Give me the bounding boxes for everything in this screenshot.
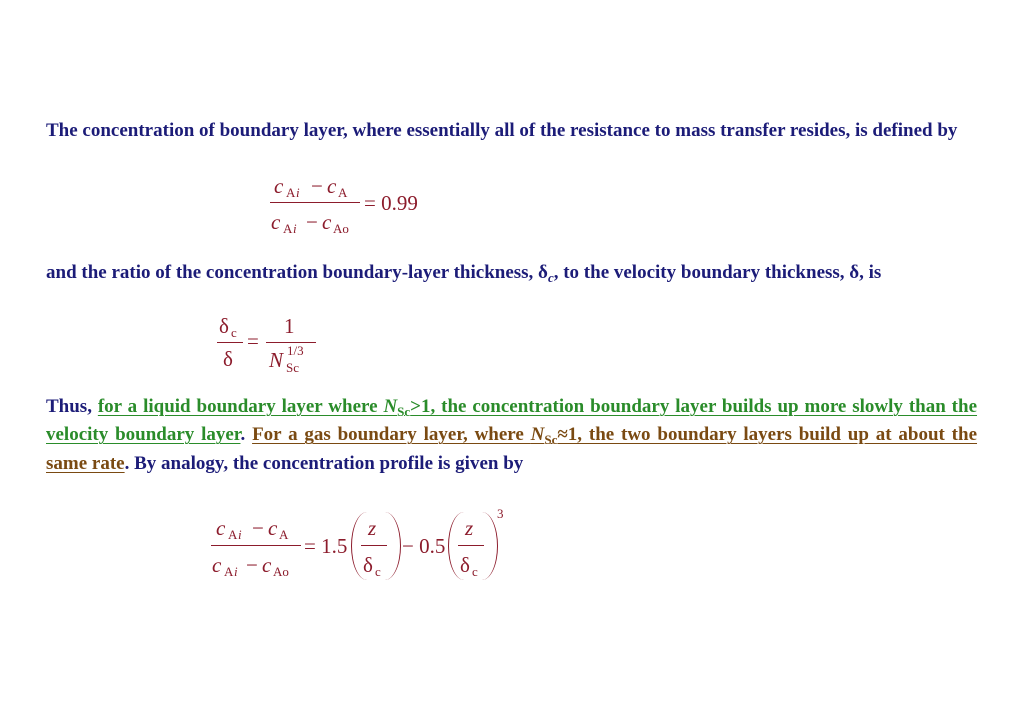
liquid-sub: Sc xyxy=(397,404,411,419)
eq3-num-i1: i xyxy=(238,527,242,542)
ratio-text-a: and the ratio of the concentration boundary-layer thickness, δ xyxy=(46,262,548,283)
liquid-text-b: >1, the concentration boundary layer builds up more slowly than the velocity boundary layer xyxy=(46,396,978,446)
paragraph-ratio xyxy=(46,259,977,287)
eq1-num-A2: A xyxy=(338,185,348,200)
eq3-minus-coef: − 0.5 xyxy=(402,534,446,558)
eq1-fraction-bar xyxy=(270,202,360,203)
eq2-rhs-N: N xyxy=(269,348,284,372)
thus-text: Thus, xyxy=(46,396,98,417)
eq3-den-c1: c xyxy=(212,553,222,577)
liquid-N: N xyxy=(383,396,398,417)
paragraph-definition xyxy=(46,117,977,145)
eq1-num-i1: i xyxy=(296,185,300,200)
eq2-rhs-num: 1 xyxy=(284,314,295,338)
liquid-text-a: for a liquid boundary layer where xyxy=(97,396,384,417)
eq3-den-c2: c xyxy=(262,553,272,577)
eq3-equals-coef: = 1.5 xyxy=(304,534,348,558)
eq3-d1sub: c xyxy=(375,564,381,579)
eq2-equals: = xyxy=(247,329,259,353)
eq3-num-c1: c xyxy=(216,516,226,540)
eq1-den-A2: Ao xyxy=(333,221,349,236)
ratio-delta-sub: c xyxy=(547,270,554,285)
eq3-d2sub: c xyxy=(472,564,478,579)
equation-boundary-definition xyxy=(268,172,438,242)
equation-concentration-profile xyxy=(208,508,518,588)
eq1-num-c1: c xyxy=(274,174,284,198)
gas-N: N xyxy=(530,424,545,446)
definition-text: The concentration of boundary layer, where essentially all of the resistance to mass transfer resides, is defined by xyxy=(46,120,958,141)
eq3-den-A1: A xyxy=(224,564,234,579)
eq1-num-c2: c xyxy=(327,174,337,198)
eq3-fraction-bar xyxy=(211,545,301,546)
eq1-den-c2: c xyxy=(322,210,332,234)
eq2-num-sub: c xyxy=(231,325,237,340)
ratio-text-b: , to the velocity boundary thickness, δ, is xyxy=(553,262,882,283)
eq1-den-A1: A xyxy=(283,221,293,236)
period-text: . xyxy=(240,424,253,446)
eq3-num-A2: A xyxy=(279,527,289,542)
eq3-z1: z xyxy=(368,516,377,540)
eq3-num-c2: c xyxy=(268,516,278,540)
eq3-num-A1: A xyxy=(228,527,238,542)
eq1-num-A1: A xyxy=(286,185,296,200)
eq1-den-minus: − xyxy=(306,210,318,234)
eq1-den-i1: i xyxy=(293,221,297,236)
eq3-d1: δ xyxy=(363,553,373,577)
equation-thickness-ratio xyxy=(214,312,334,382)
eq3-den-minus: − xyxy=(246,553,258,577)
eq3-bar-1 xyxy=(361,545,387,546)
eq3-z2: z xyxy=(465,516,474,540)
eq1-num-minus: − xyxy=(311,174,323,198)
eq2-den-delta: δ xyxy=(223,347,233,371)
eq2-rhs-sub: Sc xyxy=(286,360,299,375)
eq3-exponent: 3 xyxy=(497,506,504,521)
eq3-den-A2: Ao xyxy=(273,564,289,579)
analogy-tail: . By analogy, the concentration profile is given by xyxy=(124,452,524,474)
eq3-d2: δ xyxy=(460,553,470,577)
eq2-left-bar xyxy=(217,342,243,343)
eq3-den-i1: i xyxy=(234,564,238,579)
eq2-num-delta: δ xyxy=(219,314,229,338)
gas-text-b: ≈1, the two boundary layers build up at about the same rate xyxy=(46,424,978,474)
eq1-rhs: = 0.99 xyxy=(364,191,418,215)
gas-text-a: For a gas boundary layer, where xyxy=(252,424,531,446)
eq3-num-minus: − xyxy=(252,516,264,540)
gas-sub: Sc xyxy=(544,432,558,448)
eq3-bar-2 xyxy=(458,545,484,546)
eq2-rhs-exp: 1/3 xyxy=(287,343,304,358)
paragraph-analogy xyxy=(46,393,977,478)
eq1-den-c1: c xyxy=(271,210,281,234)
